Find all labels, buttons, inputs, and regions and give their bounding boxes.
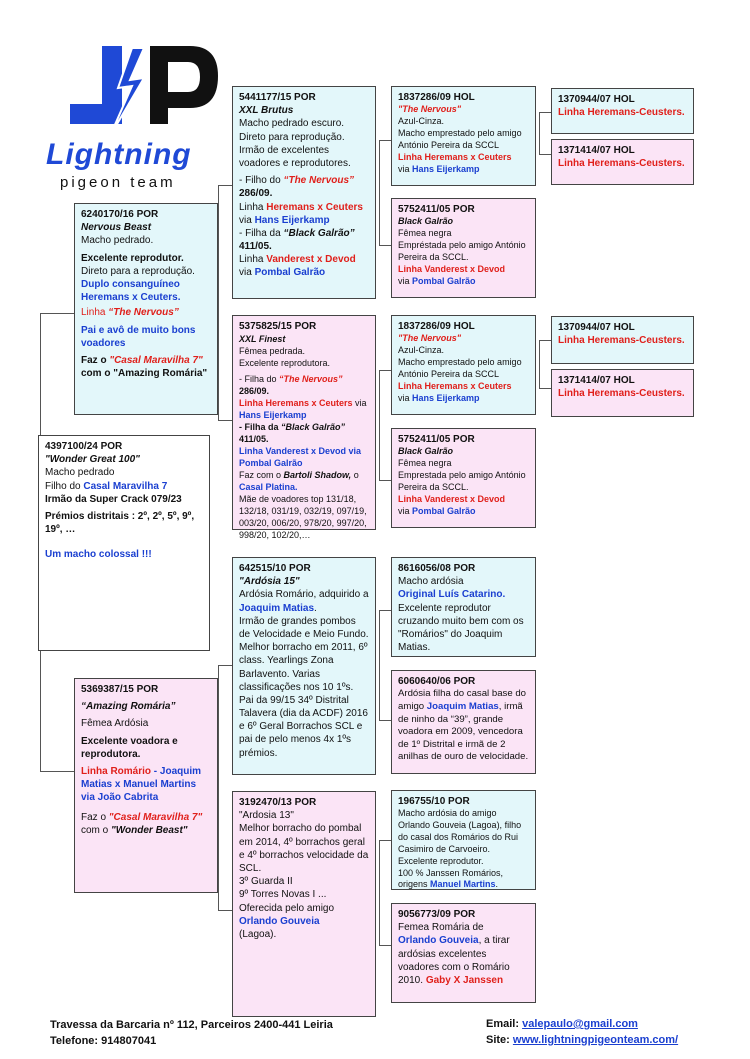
breeder-name: Hans Eijerkamp <box>412 392 480 403</box>
description: Fêmea negra <box>398 458 452 469</box>
text: Ardósia Romário, adquirido a <box>239 589 369 601</box>
description: 9º Torres Novas I ... <box>239 889 327 901</box>
connector-line <box>218 910 232 911</box>
connector-line <box>218 185 219 420</box>
breeder-name: Hans Eijerkamp <box>254 214 330 226</box>
great-great-granddam-card <box>551 369 694 417</box>
connector-line <box>379 720 391 721</box>
ring-number: 5369387/15 POR <box>81 684 159 695</box>
description: Excelente voadora e reprodutora. <box>81 735 178 760</box>
great-grandsire-card <box>391 86 536 186</box>
great-granddam-card <box>391 903 536 1003</box>
line-name: “The Nervous” <box>279 373 343 384</box>
ring-number: 1837286/09 HOL <box>398 92 475 103</box>
breeder-name: Hans Eijerkamp <box>239 409 307 420</box>
description: Pai e avô de muito bons voadores <box>81 324 196 349</box>
pair-name: Casal Maravilha 7 <box>83 480 168 492</box>
line-text: - Joaquim Matias x Manuel Martins via João Cabrita <box>81 765 202 804</box>
description: Mãe de voadores top 131/18, 132/18, 031/19, 032/19, 097/19, 003/20, 006/20, 978/20, 997/20, 998/20, 102/20,… <box>239 494 367 541</box>
connector-line <box>40 313 74 314</box>
line-name: Gaby X Janssen <box>425 974 504 986</box>
connector-line <box>379 140 391 141</box>
pigeon-name: XXL Finest <box>239 334 286 345</box>
line-name: “Black Galrão” <box>281 421 346 432</box>
pigeon-name: "Wonder Great 100" <box>45 454 140 466</box>
line-name: Linha Heremans-Ceusters. <box>558 158 685 170</box>
description: Femea Romária de <box>398 922 484 934</box>
description: Excelente reprodutor cruzando muito bem com os "Romários" do Joaquim Matias. <box>398 602 524 654</box>
line-name: Linha Heremans x Ceuters <box>398 380 512 391</box>
text: via <box>398 163 413 174</box>
ring-number: 642515/10 POR <box>239 563 311 574</box>
breeder-name: Hans Eijerkamp <box>412 163 480 174</box>
connector-line <box>40 651 41 771</box>
ring-number: 5752411/05 POR <box>398 434 475 445</box>
text: via <box>398 392 413 403</box>
line-name: Linha Heremans x Ceuters <box>398 151 512 162</box>
pigeon-name: "The Nervous" <box>398 333 462 344</box>
line-name: Linha Heremans-Ceusters. <box>558 107 685 119</box>
connector-line <box>379 370 391 371</box>
connector-line <box>218 420 232 421</box>
footer-address <box>50 1018 333 1050</box>
description: Azul-Cinza. <box>398 345 445 356</box>
ring-number: 4397100/24 POR <box>45 441 123 452</box>
pair-name: "Wonder Beast" <box>111 824 188 836</box>
granddam-maternal-card <box>232 791 376 1017</box>
text: 286/09. <box>239 188 273 200</box>
connector-line <box>218 665 219 910</box>
great-grandsire-card <box>391 315 536 415</box>
text: . <box>314 602 317 614</box>
text: Ardósia filha do casal base do amigo <box>398 688 526 712</box>
text: 411/05. <box>239 433 269 444</box>
description: Excelente reprodutora. <box>239 358 331 369</box>
description: Macho ardósia do amigo Orlando Gouveia (Lagoa), filho do casal dos Romários do Rui Casimiro de Carvoeiro. Excelente reprodutor. <box>398 808 522 866</box>
description: Macho pedrado. <box>81 235 154 247</box>
site-label: Site: <box>486 1033 513 1046</box>
description: Macho emprestado pelo amigo António Pereira da SCCL <box>398 127 522 150</box>
description: Excelente reprodutor. <box>81 252 184 264</box>
description: Azul-Cinza. <box>398 116 445 127</box>
text: Filho do <box>45 480 84 492</box>
line-name: Linha Heremans-Ceusters. <box>558 335 685 347</box>
text: 411/05. <box>239 241 272 253</box>
text: Faz com o <box>239 469 284 480</box>
description: Direto para reprodução. <box>239 131 345 143</box>
text: Faz o <box>81 811 109 823</box>
text: via <box>398 505 413 516</box>
ring-number: 3192470/13 POR <box>239 797 317 808</box>
ring-number: 196755/10 POR <box>398 796 470 807</box>
description: Fêmea pedrada. <box>239 346 306 357</box>
pigeon-name: "Ardosia 13" <box>239 810 294 822</box>
ring-number: 6060640/06 POR <box>398 676 476 687</box>
connector-line <box>539 388 551 389</box>
text: - Filho do <box>239 175 284 187</box>
address: Travessa da Barcaria nº 112, Parceiros 2400-441 Leiria <box>50 1019 333 1031</box>
description: Fêmea Ardósia <box>81 718 149 730</box>
text: com o "Amazing Romária" <box>81 368 208 380</box>
great-great-grandsire-card <box>551 88 694 134</box>
ring-number: 9056773/09 POR <box>398 909 476 920</box>
site-link[interactable]: www.lightningpigeonteam.com/ <box>512 1033 679 1046</box>
description: Macho emprestado pelo amigo António Pereira da SCCL <box>398 356 522 379</box>
pair-name: "Casal Maravilha 7" <box>108 811 203 823</box>
ring-number: 1371414/07 HOL <box>558 375 635 386</box>
text: - Filha da <box>239 421 282 432</box>
email-label: Email: <box>486 1018 523 1030</box>
description: Direto para a reprodução. <box>81 265 195 277</box>
line-name: Linha Heremans-Ceusters. <box>558 388 685 400</box>
brand-name: Lightning <box>46 138 192 171</box>
connector-line <box>40 313 41 435</box>
pair-name: Casal Platina. <box>239 481 298 492</box>
text: 100 % Janssen Romários, origens <box>398 867 504 890</box>
line-name: Linha Vanderest x Devod <box>398 263 506 274</box>
text: 286/09. <box>239 385 270 396</box>
line-text: Linha Romário <box>81 765 152 777</box>
connector-line <box>379 140 380 245</box>
breeder-name: Pombal Galrão <box>254 267 326 279</box>
description: Empréstada pelo amigo António Pereira da SCCL. <box>398 239 526 262</box>
ring-number: 6240170/16 POR <box>81 209 159 220</box>
text: via <box>239 267 255 279</box>
phone: Telefone: 914807041 <box>50 1034 157 1047</box>
ring-number: 1837286/09 HOL <box>398 321 475 332</box>
text: Linha <box>239 254 267 266</box>
ring-number: 5375825/15 POR <box>239 321 317 332</box>
great-granddam-card <box>391 670 536 774</box>
ring-number: 1370944/07 HOL <box>558 322 635 333</box>
connector-line <box>379 245 391 246</box>
connector-line <box>218 185 232 186</box>
breeder-name: Original Luís Catarino. <box>398 589 506 601</box>
description: 3º Guarda II <box>239 876 293 888</box>
text: Linha <box>239 201 267 213</box>
description: Fêmea negra <box>398 228 452 239</box>
footer-contact <box>486 1017 678 1049</box>
line-name: Linha Heremans x Ceuters <box>239 397 353 408</box>
text: o <box>351 469 359 480</box>
grandsire-maternal-card <box>232 557 376 775</box>
text: , a tirar ardósias excelentes voadores com o Romário 2010. <box>398 935 510 986</box>
text: , irmã de ninho da “39”, grande voadora em 2009, vencedora de 1º Distrital e irmã de 2 anilhas de ouro de velocidade. <box>398 700 529 763</box>
ring-number: 1371414/07 HOL <box>558 145 635 156</box>
great-grandsire-card <box>391 557 536 657</box>
pair-name: "Casal Maravilha 7" <box>109 354 203 366</box>
pigeon-name: Black Galrão <box>398 446 454 457</box>
lightning-logo <box>40 38 230 198</box>
connector-line <box>379 840 380 945</box>
connector-line <box>379 370 380 480</box>
description: Irmão de grandes pombos de Velocidade e Meio Fundo. Melhor borracho em 2011, 6º class. Yearlings Zona Barlavento. Varias classificações nos 10 1ºs. Pai da 99/15 34º Distrital Talavera (dia da ACDF) 2016 e 6º Geral Borrachos SCL e pai de pelo menos 4x 1ºs prémios. <box>239 615 369 759</box>
breeder-name: Joaquim Matias <box>426 700 499 712</box>
connector-line <box>379 840 391 841</box>
pigeon-name: Black Galrão <box>398 216 454 227</box>
description: Emprestada pelo amigo António Pereira da SCCL. <box>398 469 526 492</box>
pair-name: Bartoli Shadow, <box>283 469 352 480</box>
line-name: Heremans x Ceuters <box>266 201 363 213</box>
great-grandsire-card <box>391 790 536 890</box>
line-name: Linha Vanderest x Devod <box>398 493 506 504</box>
great-great-grandsire-card <box>551 316 694 364</box>
connector-line <box>379 610 380 720</box>
breeder-name: Manuel Martins <box>430 879 496 890</box>
great-great-granddam-card <box>551 139 694 185</box>
line-text: Linha <box>81 307 109 319</box>
granddam-paternal-card <box>232 315 376 541</box>
connector-line <box>218 665 232 666</box>
text: via <box>239 214 255 226</box>
text: . <box>495 879 499 890</box>
grandsire-paternal-card <box>232 86 376 299</box>
pigeon-name: "The Nervous" <box>398 104 462 115</box>
text: - Filha do <box>239 373 280 384</box>
breeder-name: Joaquim Matias <box>239 602 315 614</box>
connector-line <box>539 112 551 113</box>
description: (Lagoa). <box>239 928 277 940</box>
connector-line <box>539 112 540 154</box>
brand-tagline: pigeon team <box>60 174 176 191</box>
line-name: Vanderest x Devod <box>266 254 356 266</box>
line-name: “The Nervous” <box>283 175 355 187</box>
email-link[interactable]: valepaulo@gmail.com <box>522 1018 638 1030</box>
line-name: “The Nervous” <box>108 307 179 319</box>
text: Faz o <box>81 354 110 366</box>
description: Irmão de excelentes voadores e reprodutores. <box>239 144 351 169</box>
description: Melhor borracho do pombal em 2014, 4º borrachos geral e 4º borrachos velocidade da SCL. <box>239 823 369 874</box>
great-granddam-card <box>391 428 536 528</box>
description: Macho ardósia <box>398 576 464 588</box>
breeder-name: Pombal Galrão <box>412 505 476 516</box>
pigeon-name: Nervous Beast <box>81 222 152 234</box>
subject-card <box>38 435 210 651</box>
connector-line <box>379 480 391 481</box>
pigeon-name: "Ardósia 15" <box>239 576 300 588</box>
breeder-name: Orlando Gouveia <box>239 915 320 927</box>
pigeon-name: “Amazing Romária” <box>81 701 176 713</box>
great-granddam-card <box>391 198 536 298</box>
connector-line <box>379 945 391 946</box>
sire-card <box>74 203 218 415</box>
breeder-name: Orlando Gouveia <box>398 935 479 947</box>
ring-number: 5752411/05 POR <box>398 204 475 215</box>
text: via <box>398 275 413 286</box>
description: Um macho colossal !!! <box>45 549 152 561</box>
pigeon-name: XXL Brutus <box>239 105 294 117</box>
bloodline: Duplo consanguíneo Heremans x Ceuters. <box>81 278 181 304</box>
ring-number: 1370944/07 HOL <box>558 94 635 105</box>
connector-line <box>539 154 551 155</box>
connector-line <box>539 340 540 388</box>
text: com o <box>81 824 112 836</box>
description: Prémios distritais : 2º, 2º, 5º, 9º, 19º, … <box>45 510 195 536</box>
connector-line <box>379 610 391 611</box>
text: - Filha da <box>239 227 284 239</box>
ring-number: 8616056/08 POR <box>398 563 476 574</box>
line-name: “Black Galrão” <box>283 227 355 239</box>
description: Macho pedrado <box>45 467 115 479</box>
ring-number: 5441177/15 POR <box>239 92 316 103</box>
dam-card <box>74 678 218 893</box>
description: Oferecida pelo amigo <box>239 902 335 914</box>
line-name: Linha Vanderest x Devod via Pombal Galrão <box>239 445 362 468</box>
description: Macho pedrado escuro. <box>239 118 345 130</box>
connector-line <box>539 340 551 341</box>
description: Irmão da Super Crack 079/23 <box>45 493 182 505</box>
text: via <box>352 397 367 408</box>
connector-line <box>40 771 74 772</box>
breeder-name: Pombal Galrão <box>412 275 476 286</box>
